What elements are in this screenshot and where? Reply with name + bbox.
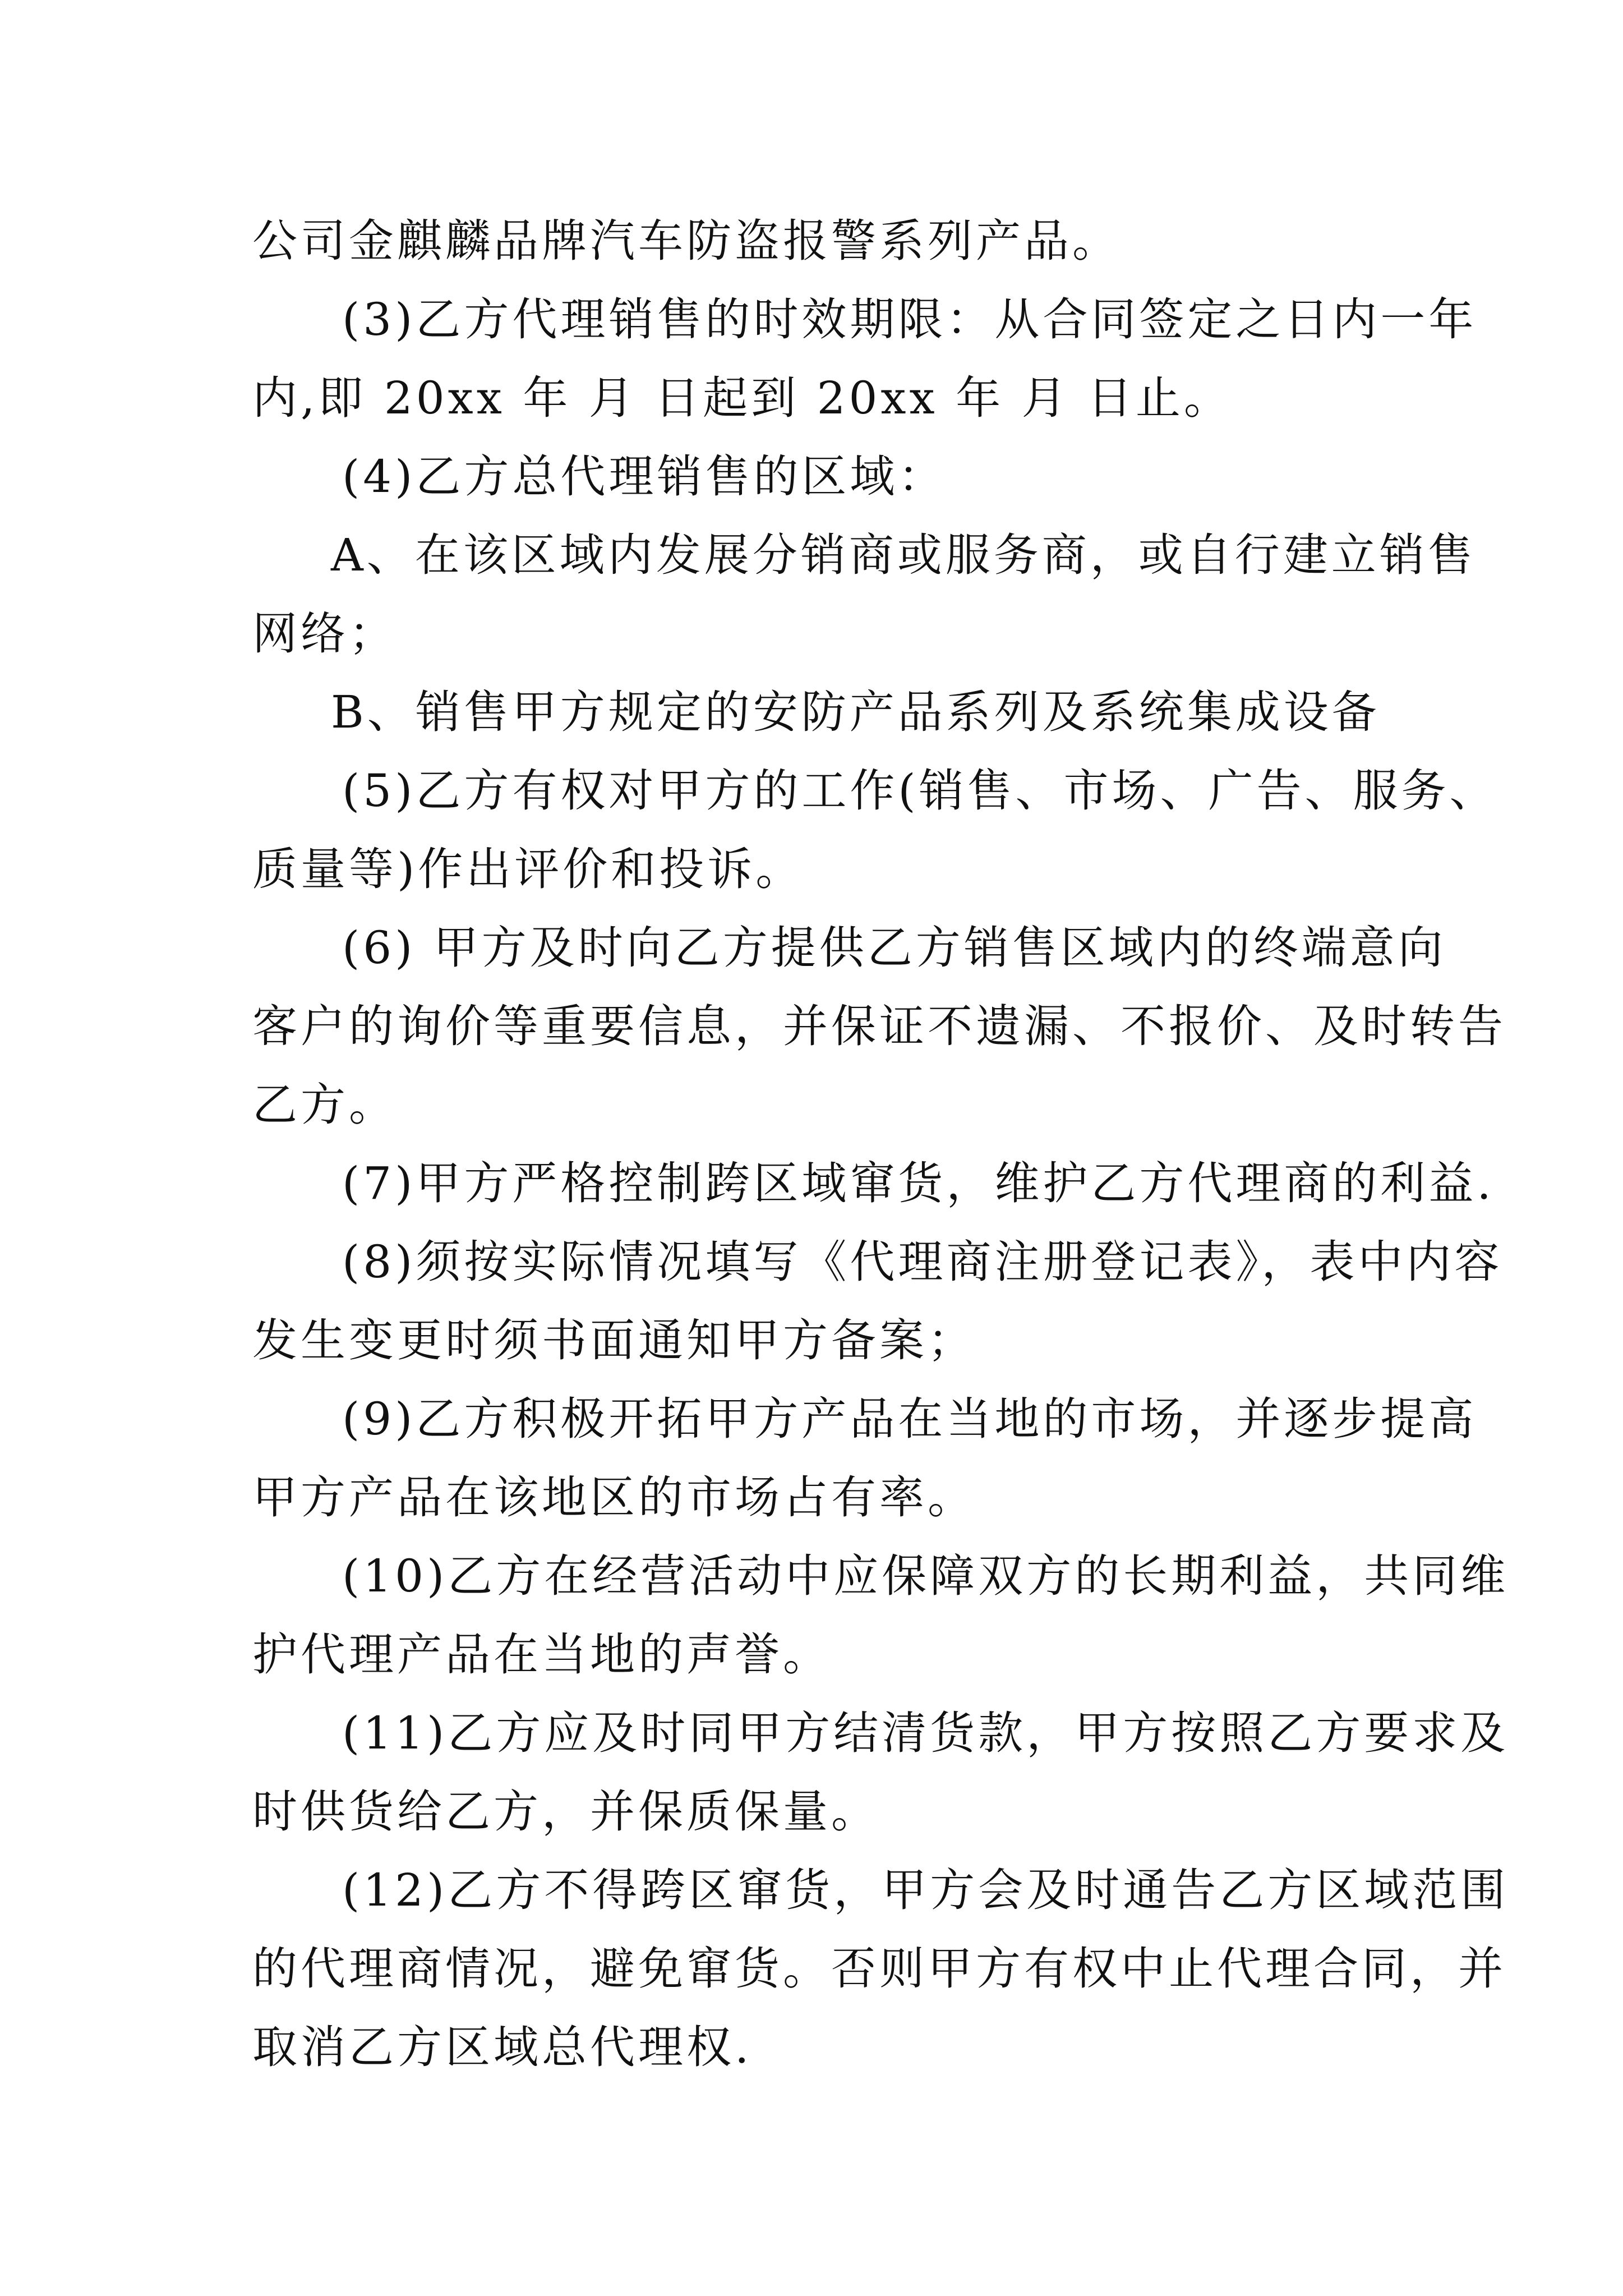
text-line: B、销售甲方规定的安防产品系列及系统集成设备 [331,686,1380,738]
text-line: (10)乙方在经营活动中应保障双方的长期利益，共同维 [342,1550,1509,1602]
text-line: (6) 甲方及时向乙方提供乙方销售区域内的终端意向 [342,922,1446,974]
text-line: (3)乙方代理销售的时效期限：从合同签定之日内一年 [342,293,1477,346]
text-line: A、在该区域内发展分销商或服务商，或自行建立销售 [331,529,1476,581]
text-line: 客户的询价等重要信息，并保证不遗漏、不报价、及时转告 [252,1000,1506,1052]
text-line: (12)乙方不得跨区窜货，甲方会及时通告乙方区域范围 [342,1864,1509,1916]
text-line: 甲方产品在该地区的市场占有率。 [252,1471,976,1524]
text-line: 公司金麒麟品牌汽车防盗报警系列产品。 [252,215,1121,267]
text-line: 乙方。 [252,1079,397,1131]
text-line: 内,即 20xx 年 月 日起到 20xx 年 月 日止。 [252,372,1232,424]
text-line: 护代理产品在当地的声誉。 [252,1628,831,1681]
text-line: (7)甲方严格控制跨区域窜货，维护乙方代理商的利益. [342,1157,1495,1209]
text-line: 时供货给乙方，并保质保量。 [252,1786,879,1838]
text-line: (5)乙方有权对甲方的工作(销售、市场、广告、服务、 [342,765,1498,817]
text-line: 取消乙方区域总代理权. [252,2021,753,2073]
text-line: (8)须按实际情况填写《代理商注册登记表》，表中内容 [342,1236,1503,1288]
text-line: 网络； [252,608,397,660]
text-line: (4)乙方总代理销售的区域： [342,450,947,503]
text-line: 的代理商情况，避免窜货。否则甲方有权中止代理合同，并 [252,1943,1506,1995]
text-line: 质量等)作出评价和投诉。 [252,843,804,895]
text-line: 发生变更时须书面通知甲方备案； [252,1314,976,1366]
text-line: (11)乙方应及时同甲方结清货款，甲方按照乙方要求及 [342,1707,1509,1759]
text-line: (9)乙方积极开拓甲方产品在当地的市场，并逐步提高 [342,1393,1477,1445]
document-body [252,202,1509,2087]
